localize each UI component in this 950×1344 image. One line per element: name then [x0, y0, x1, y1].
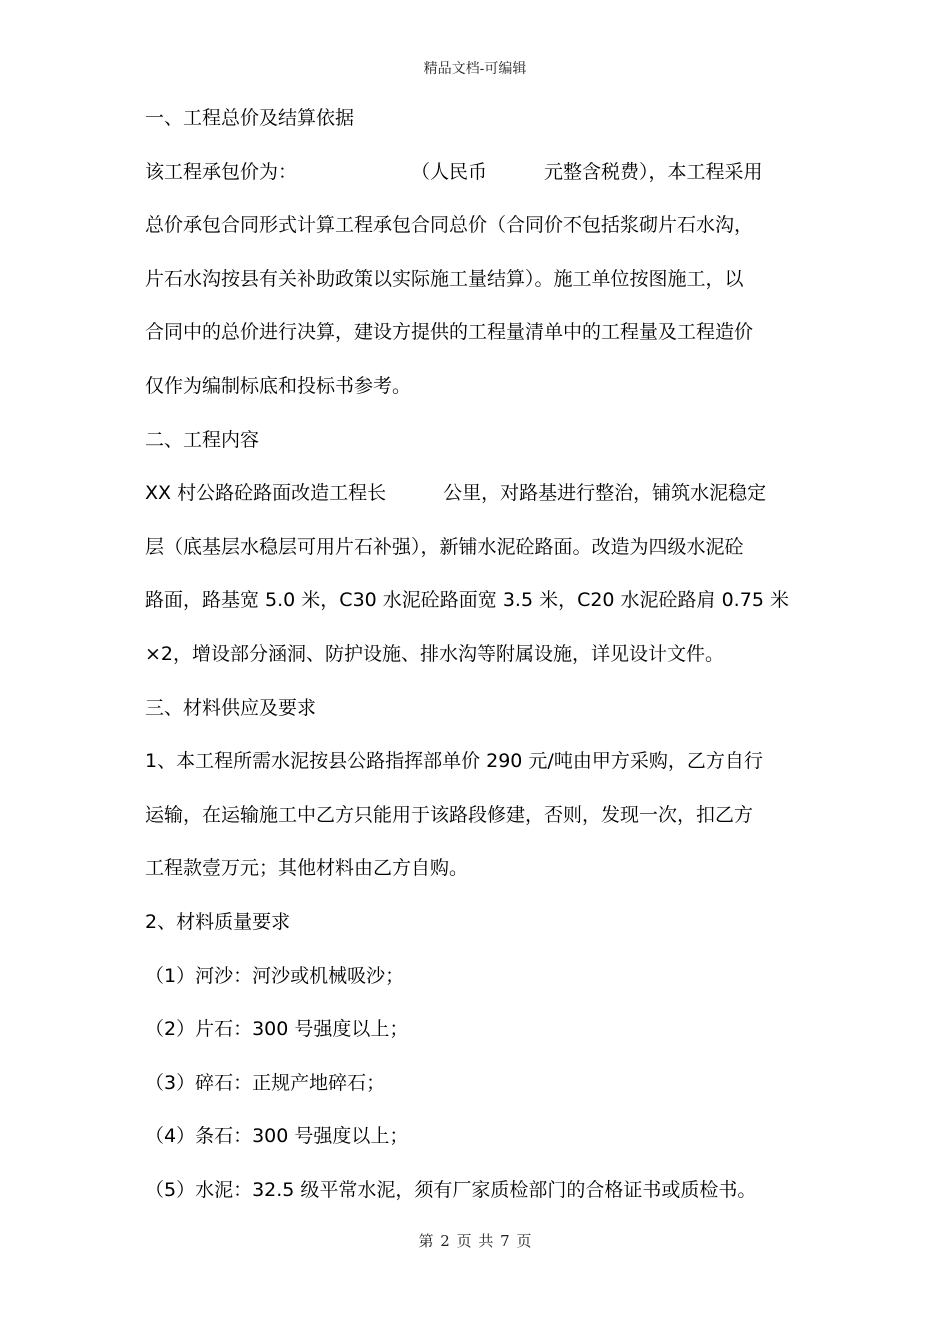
subsection-heading: 2、材料质量要求: [145, 910, 291, 933]
paragraph-line: 工程款壹万元；其他材料由乙方自购。: [145, 857, 469, 880]
paragraph-line: 合同中的总价进行决算，建设方提供的工程量清单中的工程量及工程造价: [145, 321, 754, 344]
section-heading-1: 一、工程总价及结算依据: [145, 107, 355, 129]
paragraph-line: 仅作为编制标底和投标书参考。: [145, 374, 412, 397]
section-heading-3: 三、材料供应及要求: [145, 696, 317, 719]
paragraph-line: 片石水沟按县有关补助政策以实际施工量结算）。施工单位按图施工，以: [145, 267, 744, 290]
paragraph-line: ×2，增设部分涵洞、防护设施、排水沟等附属设施，详见设计文件。: [145, 642, 725, 665]
paragraph-line: 总价承包合同形式计算工程承包合同总价（合同价不包括浆砌片石水沟，: [145, 214, 754, 237]
paragraph-line: 层（底基层水稳层可用片石补强），新铺水泥砼路面。改造为四级水泥砼: [145, 535, 744, 558]
section-heading-2: 二、工程内容: [145, 428, 260, 451]
paragraph-line: 路面，路基宽 5.0 米，C30 水泥砼路面宽 3.5 米，C20 水泥砼路肩 0.75 米: [145, 589, 789, 612]
list-item: （3）碎石：正规产地碎石；: [145, 1071, 386, 1094]
paragraph-line: 运输，在运输施工中乙方只能用于该路段修建，否则，发现一次，扣乙方: [145, 803, 754, 826]
document-body: [145, 92, 815, 1217]
list-item: （2）片石：300 号强度以上；: [145, 1018, 409, 1041]
list-item: （4）条石：300 号强度以上；: [145, 1125, 409, 1148]
paragraph-line: 该工程承包价为： （人民币 元整含税费），本工程采用: [145, 160, 763, 183]
list-item: （5）水泥：32.5 级平常水泥，须有厂家质检部门的合格证书或质检书。: [145, 1178, 757, 1201]
paragraph-line: XX 村公路砼路面改造工程长 公里，对路基进行整治，铺筑水泥稳定: [145, 482, 767, 505]
list-item: （1）河沙：河沙或机械吸沙；: [145, 964, 405, 987]
page-header: 精品文档-可编辑: [423, 61, 527, 77]
paragraph-line: 1、本工程所需水泥按县公路指挥部单价 290 元/吨由甲方采购，乙方自行: [145, 750, 763, 773]
page-number-footer: 第 2 页 共 7 页: [418, 1232, 532, 1250]
